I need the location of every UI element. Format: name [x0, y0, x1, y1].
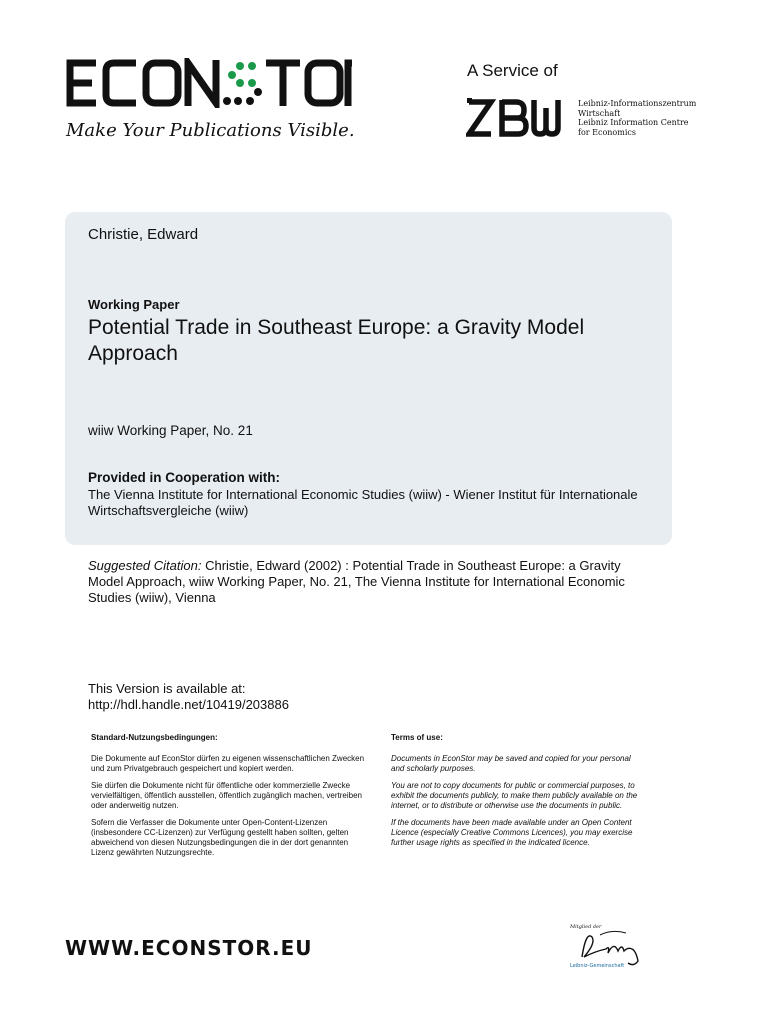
- zbw-line-2: Wirtschaft: [578, 108, 621, 118]
- terms-english-body: [391, 754, 646, 848]
- availability-label: This Version is available at:: [88, 681, 246, 696]
- zbw-line-1: Leibniz-Informationszentrum: [578, 99, 697, 108]
- citation-label: Suggested Citation:: [88, 558, 202, 573]
- terms-english-heading: Terms of use:: [391, 733, 443, 742]
- terms-english-paragraph: You are not to copy documents for public or commercial purposes, to exhibit the documents publicly, to make them publicly available on the internet, or to distribute or otherwise use the documents in public.: [391, 781, 638, 810]
- leibniz-mark: [566, 921, 646, 971]
- zbw-line-3: Leibniz Information Centre: [578, 118, 689, 127]
- terms-english-paragraph: Documents in EconStor may be saved and copied for your personal and scholarly purposes.: [391, 754, 631, 773]
- terms-german-heading: Standard-Nutzungsbedingungen:: [91, 733, 218, 742]
- terms-english: [391, 733, 646, 855]
- terms-german: [91, 733, 366, 865]
- zbw-logo: [466, 98, 566, 145]
- paper-title: Potential Trade in Southeast Europe: a Gravity Model Approach: [88, 316, 585, 365]
- document-type: Working Paper: [88, 297, 180, 312]
- econstor-logo: [64, 58, 360, 108]
- econstor-wordmark: [64, 58, 360, 108]
- service-of-label: A Service of: [467, 61, 558, 80]
- cooperation-institution: The Vienna Institute for International Economic Studies (wiiw) - Wiener Institut für Internationale Wirtschaftsvergleiche (wiiw): [88, 487, 638, 518]
- handle-link[interactable]: http://hdl.handle.net/10419/203886: [88, 697, 289, 712]
- svg-text:Leibniz-Gemeinschaft: Leibniz-Gemeinschaft: [570, 963, 625, 969]
- terms-english-paragraph: If the documents have been made available under an Open Content Licence (especially Creative Commons Licences), you may exercise further usage rights as specified in the indicated licence.: [391, 818, 633, 847]
- zbw-line-4: for Economics: [578, 127, 636, 137]
- terms-german-paragraph: Sie dürfen die Dokumente nicht für öffentliche oder kommerzielle Zwecke vervielfältigen, öffentlich ausstellen, öffentlich zugänglich machen, vertreiben oder anderweitig nutzen.: [91, 781, 362, 810]
- series-info: wiiw Working Paper, No. 21: [88, 423, 253, 438]
- zbw-mark: [466, 98, 566, 140]
- cooperation-label: Provided in Cooperation with:: [88, 470, 280, 485]
- footer-website-link[interactable]: WWW.ECONSTOR.EU: [65, 936, 313, 960]
- terms-german-paragraph: Sofern die Verfasser die Dokumente unter Open-Content-Lizenzen (insbesondere CC-Lizenzen) zur Verfügung gestellt haben sollten, gelten abweichend von diesen Nutzungsbedingungen die in der dort genannten Lizenz gewährten Nutzungsrechte.: [91, 818, 349, 857]
- suggested-citation: [88, 558, 648, 606]
- terms-german-body: [91, 754, 366, 858]
- svg-text:Mitglied der: Mitglied der: [570, 924, 602, 930]
- leibniz-logo: [566, 921, 646, 976]
- terms-german-paragraph: Die Dokumente auf EconStor dürfen zu eigenen wissenschaftlichen Zwecken und zum Privatgebrauch gespeichert und kopiert werden.: [91, 754, 365, 773]
- citation-text: Christie, Edward (2002) : Potential Trade in Southeast Europe: a Gravity Model Approach, wiiw Working Paper, No. 21, The Vienna Institute for International Economic Studies (wiiw), Vienna: [88, 558, 625, 605]
- tagline: Make Your Publications Visible.: [66, 120, 355, 141]
- author: Christie, Edward: [88, 226, 199, 243]
- zbw-description: [578, 99, 696, 137]
